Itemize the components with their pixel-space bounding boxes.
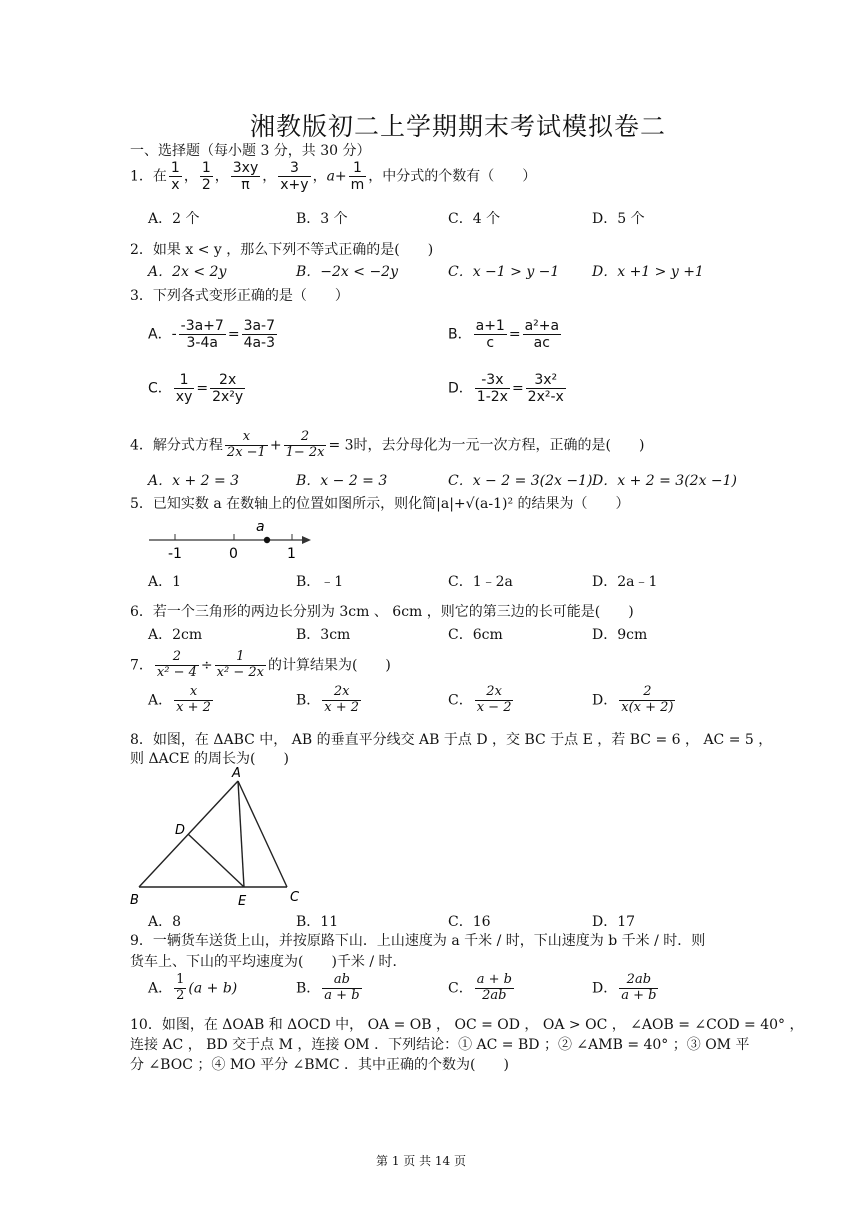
q2-option-c: C．x −1 > y −1: [448, 264, 560, 280]
q1-option-b: B．3 个: [296, 211, 348, 227]
q7-option-d: D． $\frac{2}{x(x + 2)}$: [592, 684, 674, 715]
q7-option-b: B． $\frac{2x}{x + 2}$: [296, 684, 360, 715]
question-10-line-3: 分 ∠BOC ；④ MO 平分 ∠BMC ．其中正确的个数为( ): [130, 1057, 509, 1073]
q2-option-b: B．−2x < −2y: [296, 264, 398, 280]
q7-option-c: C． $\frac{2x}{x - 2}$: [448, 684, 512, 715]
point-a: [264, 537, 270, 543]
question-1-stem: 1．在 $\frac{1}{x}$ ， $\frac{1}{2}$ ， $\frac{3xy}{\pi}$ ， $\frac{3}{x+y}$ ，a+ $\frac{1}{m}$ ，中分式的个数有（ ）: [130, 160, 537, 194]
question-3-stem: 3．下列各式变形正确的是（ ）: [130, 288, 349, 304]
q3-option-d: D． $\frac{-3x}{1-2x}$ = $\frac{\text{3x²}}{\text{2x²-x}}$: [448, 372, 564, 406]
q8-option-c: C．16: [448, 914, 491, 930]
q7-option-a: A． $\frac{x}{x + 2}$: [148, 684, 211, 715]
section-heading: 一、选择题（每小题 3 分，共 30 分）: [130, 143, 371, 159]
q9-option-c: C． $\frac{a + b}{2ab}$: [448, 972, 512, 1003]
question-10-line-1: 10．如图，在 ΔOAB 和 ΔOCD 中， OA = OB ， OC = OD ， OA > OC ， ∠AOB = ∠COD = 40° ，: [130, 1017, 804, 1033]
q6-option-b: B．3cm: [296, 627, 351, 643]
q8-option-b: B．11: [296, 914, 339, 930]
q2-option-a: A．2x < 2y: [148, 264, 227, 280]
q9-option-a: A． $\frac{1}{2}$ (a + b): [148, 972, 238, 1003]
q4-option-a: A．x + 2 = 3: [148, 473, 240, 489]
question-6-stem: 6．若一个三角形的两边长分别为 3cm 、 6cm ，则它的第三边的长可能是( ): [130, 604, 634, 620]
tick-label-1: 1: [287, 546, 296, 562]
question-7-stem: 7． $\frac{2}{\text{x² − 4}}$ ÷ $\frac{1}{\text{x² − 2x}}$ 的计算结果为( ): [130, 649, 391, 680]
q5-option-a: A．1: [148, 574, 182, 590]
question-10-line-2: 连接 AC ， BD 交于点 M ，连接 OM ．下列结论：① AC = BD ；② ∠AMB = 40° ；③ OM 平: [130, 1037, 750, 1053]
point-e-label: E: [238, 894, 247, 909]
q6-option-c: C．6cm: [448, 627, 503, 643]
q4-option-c: C．x − 2 = 3(2x −1): [448, 473, 593, 489]
page-title: 湘教版初二上学期期末考试模拟卷二: [250, 112, 667, 141]
q6-option-d: D．9cm: [592, 627, 648, 643]
question-9-line-1: 9．一辆货车送货上山，并按原路下山．上山速度为 a 千米 / 时，下山速度为 b 千米 / 时．则: [130, 933, 706, 949]
question-4-stem: 4．解分式方程 $\frac{x}{2x -1}$ + $\frac{2}{1- 2x}$ = 3时，去分母化为一元一次方程，正确的是( ): [130, 429, 645, 460]
q9-option-d: D． $\frac{2ab}{a + b}$: [592, 972, 657, 1003]
q5-option-c: C．1﹣2a: [448, 574, 513, 590]
q2-option-d: D．x +1 > y +1: [592, 264, 704, 280]
question-9-line-2: 货车上、下山的平均速度为( )千米 / 时．: [130, 954, 407, 970]
number-line-figure: [145, 518, 325, 562]
question-8-line-2: 则 ΔACE 的周长为( ): [130, 751, 289, 767]
q8-option-a: A．8: [148, 914, 182, 930]
q5-option-d: D．2a﹣1: [592, 574, 658, 590]
q9-option-b: B． $\frac{ab}{a + b}$: [296, 972, 360, 1003]
q6-option-a: A．2cm: [148, 627, 203, 643]
q1-option-a: A．2 个: [148, 211, 200, 227]
vertex-b-label: B: [130, 893, 139, 908]
point-d-label: D: [175, 823, 186, 838]
q3-option-b: B． $\frac{a+1}{c}$ = $\frac{\text{a²+a}}{ac}$: [448, 318, 560, 352]
q1-option-d: D．5 个: [592, 211, 645, 227]
point-a-label: a: [256, 519, 265, 535]
vertex-c-label: C: [290, 890, 300, 905]
segment-ae: [238, 781, 244, 887]
q1-option-c: C．4 个: [448, 211, 501, 227]
q4-option-b: B．x − 2 = 3: [296, 473, 388, 489]
question-5-stem: 5．已知实数 a 在数轴上的位置如图所示，则化简|a|+√(a-1)² 的结果为（ ）: [130, 496, 630, 512]
question-8-line-1: 8．如图，在 ΔABC 中， AB 的垂直平分线交 AB 于点 D ，交 BC 于点 E ，若 BC = 6 ， AC = 5 ，: [130, 732, 773, 748]
number-line-arrow: [302, 536, 311, 544]
segment-ac: [238, 781, 287, 887]
question-2-stem: 2．如果 x < y ，那么下列不等式正确的是( ): [130, 242, 434, 258]
q5-option-b: B．﹣1: [296, 574, 344, 590]
page-footer: 第 1 页 共 14 页: [376, 1154, 466, 1168]
vertex-a-label: A: [232, 766, 241, 781]
q3-option-a: A．- $\frac{-3a+7}{3-4a}$ = $\frac{3a-7}{4a-3}$: [148, 318, 276, 352]
q4-option-d: D．x + 2 = 3(2x −1): [592, 473, 738, 489]
q8-option-d: D．17: [592, 914, 636, 930]
triangle-figure: [125, 765, 310, 910]
q3-option-c: C． $\frac{1}{xy}$ = $\frac{2x}{\text{2x²y}}$: [148, 372, 244, 406]
tick-label-0: 0: [229, 546, 238, 562]
tick-label-minus-1: -1: [168, 546, 182, 562]
segment-de: [188, 834, 244, 887]
